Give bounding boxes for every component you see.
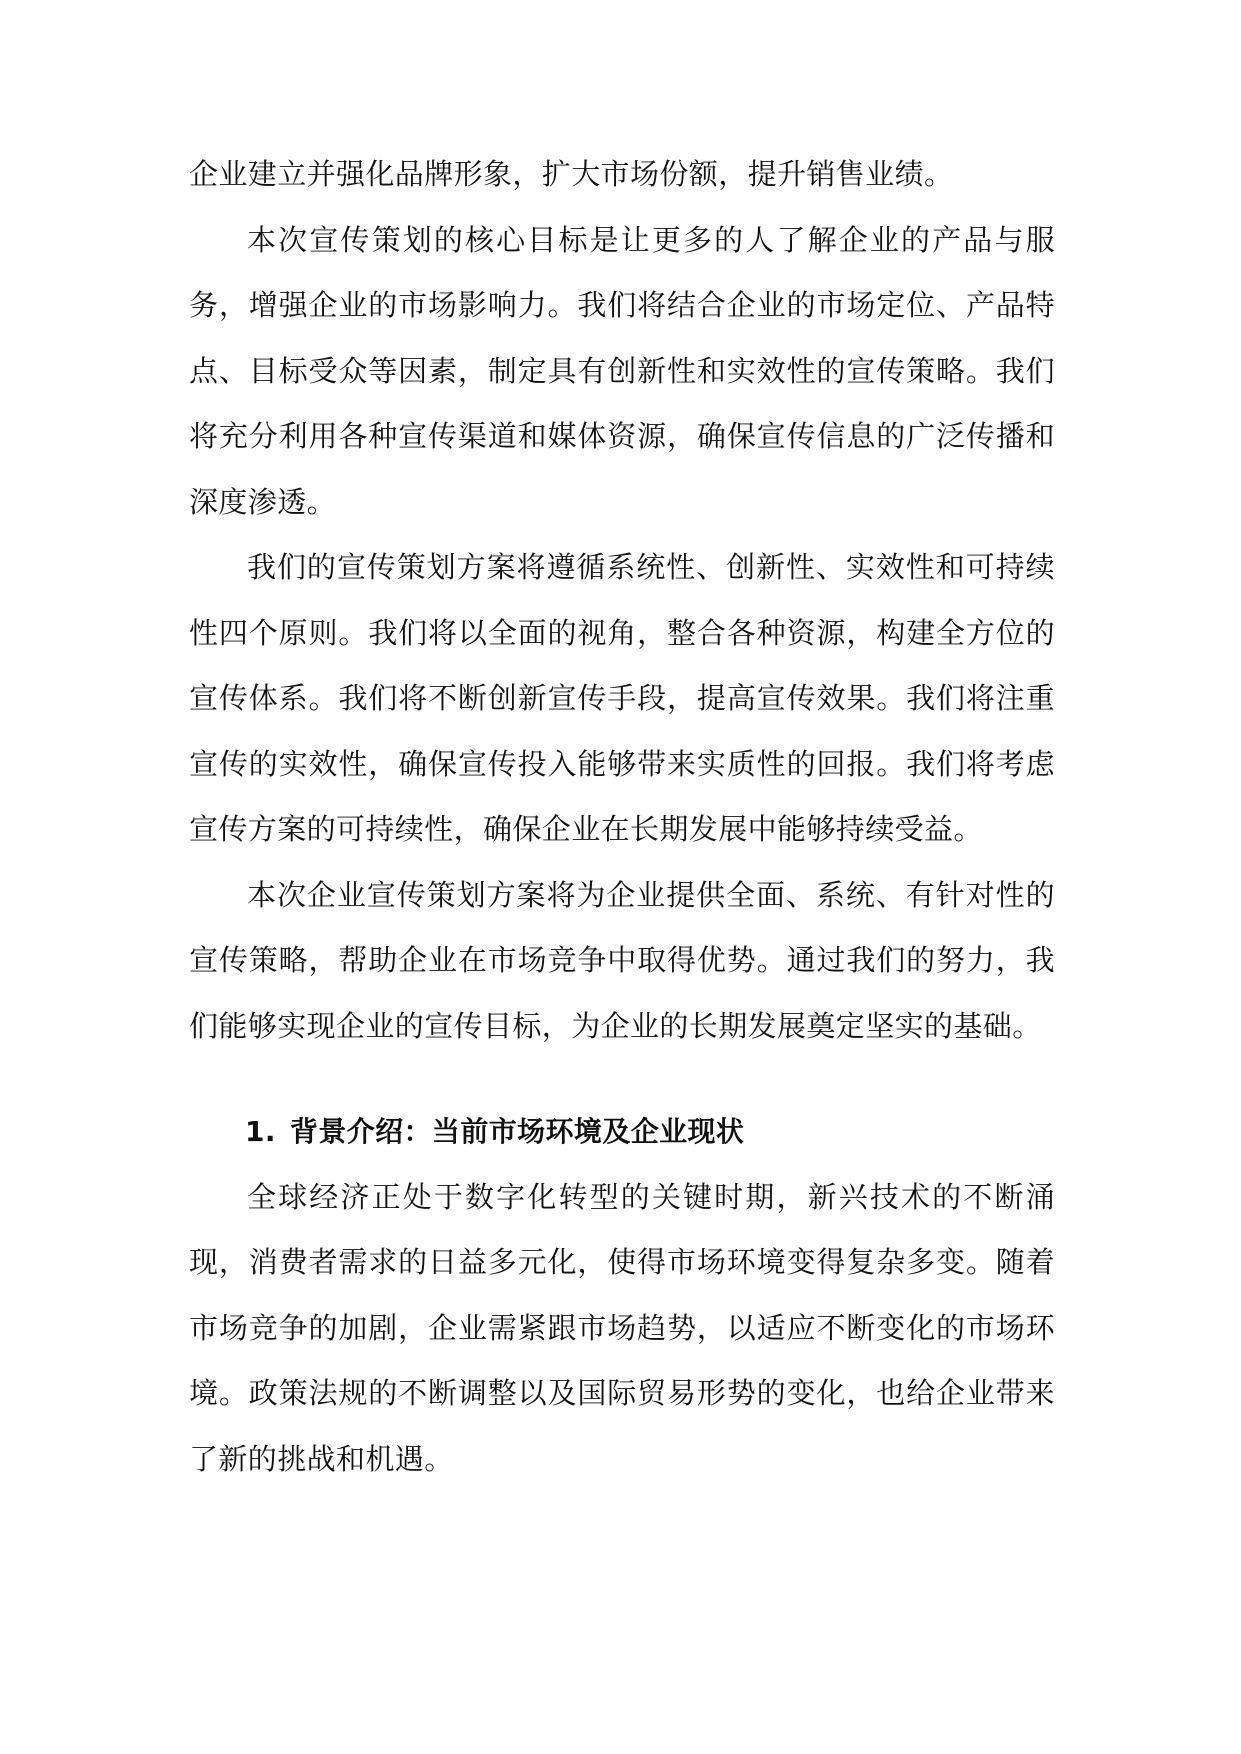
paragraph-3: 我们的宣传策划方案将遵循系统性、创新性、实效性和可持续性四个原则。我们将以全面的视角，整合各种资源，构建全方位的宣传体系。我们将不断创新宣传手段，提高宣传效果。我们将注重宣传的实效性，确保宣传投入能够带来实质性的回报。我们将考虑宣传方案的可持续性，确保企业在长期发展中能够持续受益。: [189, 550, 1055, 846]
paragraph-1: 企业建立并强化品牌形象，扩大市场份额，提升销售业绩。: [189, 157, 954, 191]
paragraph-5: 全球经济正处于数字化转型的关键时期，新兴技术的不断涌现，消费者需求的日益多元化，使得市场环境变得复杂多变。随着市场竞争的加剧，企业需紧跟市场趋势，以适应不断变化的市场环境。政策法规的不断调整以及国际贸易形势的变化，也给企业带来了新的挑战和机遇。: [189, 1179, 1055, 1476]
section-heading: [189, 1099, 1055, 1165]
paragraph-4: 本次企业宣传策划方案将为企业提供全面、系统、有针对性的宣传策略，帮助企业在市场竞争中取得优势。通过我们的努力，我们能够实现企业的宣传目标，为企业的长期发展奠定坚实的基础。: [189, 877, 1055, 1043]
document-body: [189, 142, 1055, 1492]
section-title: 背景介绍：当前市场环境及企业现状: [289, 1115, 745, 1148]
section-number: 1.: [245, 1115, 276, 1148]
paragraph-2: 本次宣传策划的核心目标是让更多的人了解企业的产品与服务，增强企业的市场影响力。我们将结合企业的市场定位、产品特点、目标受众等因素，制定具有创新性和实效性的宣传策略。我们将充分利用各种宣传渠道和媒体资源，确保宣传信息的广泛传播和深度渗透。: [189, 222, 1055, 519]
